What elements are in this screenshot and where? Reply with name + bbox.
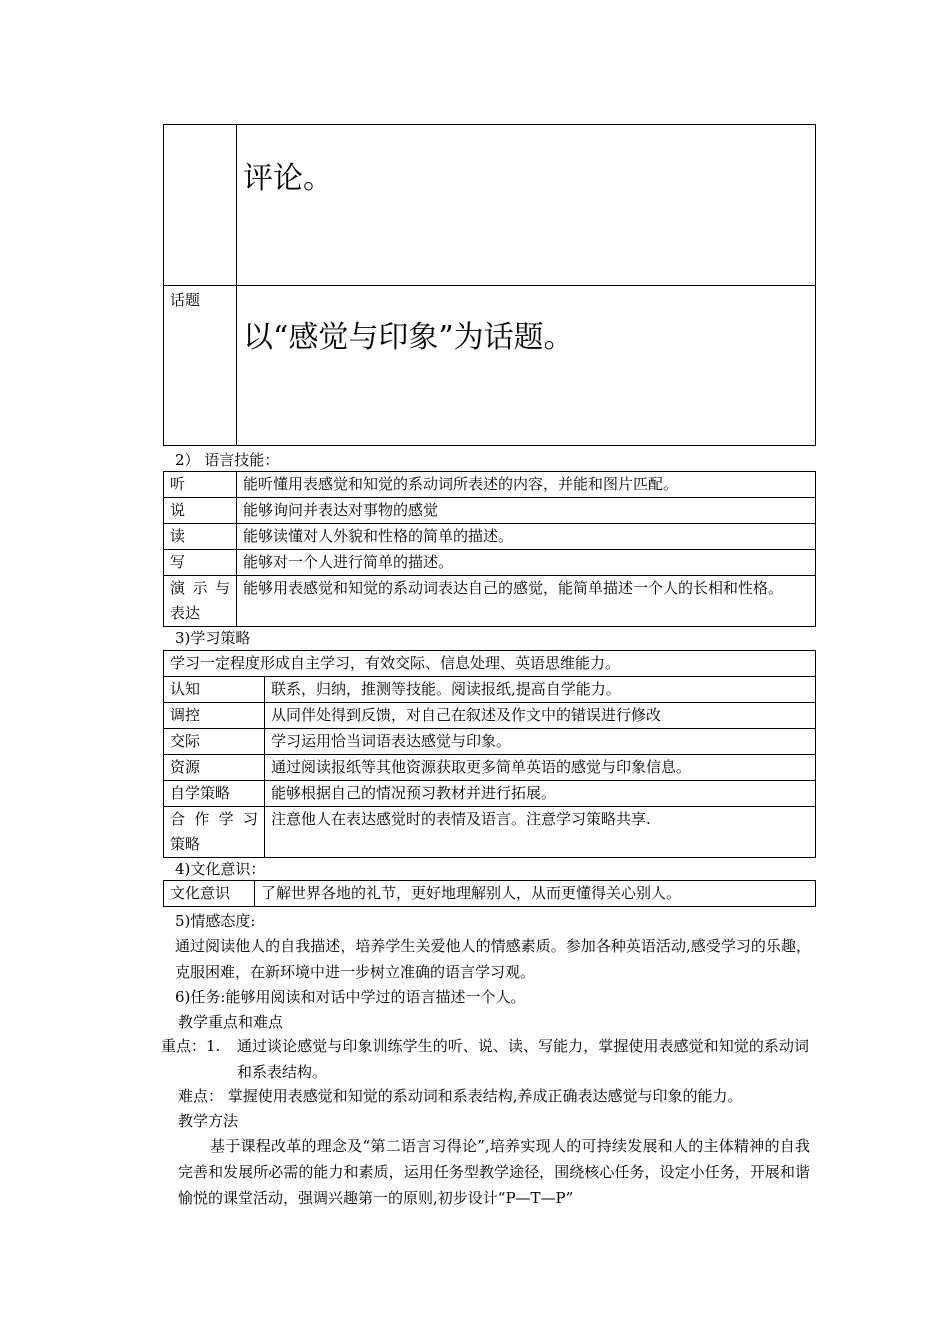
section3-heading: 3)学习策略	[175, 629, 251, 647]
culture-content: 了解世界各地的礼节，更好地理解别人，从而更懂得关心别人。	[255, 881, 816, 907]
topic-table	[163, 124, 816, 446]
skill-content: 能够用表感觉和知觉的系动词表达自己的感觉，能简单描述一个人的长相和性格。	[237, 576, 816, 627]
strategy-content: 通过阅读报纸等其他资源获取更多简单英语的感觉与印象信息。	[265, 755, 816, 781]
method-text: 基于课程改革的理念及“第二语言习得论”,培养实现人的可持续发展和人的主体精神的自我完善和发展所必需的能力和素质，运用任务型教学途径，围绕核心任务，设定小任务，开展和谐愉悦的课堂活动，强调兴趣第一的原则,初步设计“P—T—P”	[178, 1137, 810, 1207]
table1-content-text: 以“感觉与印象”为话题。	[243, 320, 574, 355]
skills-table	[163, 471, 816, 627]
strategy-label: 交际	[164, 729, 265, 755]
table1-label-cell	[164, 125, 237, 286]
section5-heading: 5)情感态度:	[175, 912, 256, 930]
strategy-content: 注意他人在表达感觉时的表情及语言。注意学习策略共享.	[265, 807, 816, 858]
table1-content-cell	[237, 125, 816, 286]
skill-label: 写	[164, 550, 237, 576]
strategy-content: 从同伴处得到反馈，对自己在叙述及作文中的错误进行修改	[265, 703, 816, 729]
skill-label: 听	[164, 472, 237, 498]
skill-content: 能听懂用表感觉和知觉的系动词所表述的内容，并能和图片匹配。	[237, 472, 816, 498]
strategy-label: 认知	[164, 677, 265, 703]
culture-label: 文化意识	[164, 881, 255, 907]
strategy-label: 调控	[164, 703, 265, 729]
strategy-header: 学习一定程度形成自主学习，有效交际、信息处理、英语思维能力。	[164, 651, 816, 677]
skill-label: 演 示 与表达	[164, 576, 237, 627]
section4-heading: 4)文化意识：	[175, 860, 266, 878]
strategy-content: 能够根据自己的情况预习教材并进行拓展。	[265, 781, 816, 807]
table1-content-text: 评论。	[243, 161, 333, 196]
skill-content: 能够询问并表达对事物的感觉	[237, 498, 816, 524]
skill-label: 说	[164, 498, 237, 524]
strategy-content: 联系，归纳，推测等技能。阅读报纸,提高自学能力。	[265, 677, 816, 703]
section5-text: 通过阅读他人的自我描述，培养学生关爱他人的情感素质。参加各种英语活动,感受学习的乐趣，克服困难，在新环境中进一步树立准确的语言学习观。	[175, 937, 811, 981]
skill-content: 能够对一个人进行简单的描述。	[237, 550, 816, 576]
table1-content-cell	[237, 286, 816, 446]
culture-table	[163, 880, 816, 907]
strategy-label: 资源	[164, 755, 265, 781]
strategies-table	[163, 650, 816, 858]
key-point-label: 重点：1.	[161, 1037, 221, 1055]
method-heading: 教学方法	[178, 1112, 239, 1130]
strategy-content: 学习运用恰当词语表达感觉与印象。	[265, 729, 816, 755]
key-heading: 教学重点和难点	[178, 1013, 284, 1031]
difficulty-text: 难点： 掌握使用表感觉和知觉的系动词和系表结构,养成正确表达感觉与印象的能力。	[178, 1087, 743, 1105]
strategy-label: 自学策略	[164, 781, 265, 807]
strategy-label: 合 作 学 习策略	[164, 807, 265, 858]
table1-label-cell: 话题	[164, 286, 237, 446]
key-point-text: 通过谈论感觉与印象训练学生的听、说、读、写能力，掌握使用表感觉和知觉的系动词和系表结构。	[237, 1037, 809, 1081]
section2-heading: 2） 语言技能：	[175, 451, 280, 469]
skill-label: 读	[164, 524, 237, 550]
skill-content: 能够读懂对人外貌和性格的简单的描述。	[237, 524, 816, 550]
section6-task: 6)任务:能够用阅读和对话中学过的语言描述一个人。	[175, 988, 526, 1006]
